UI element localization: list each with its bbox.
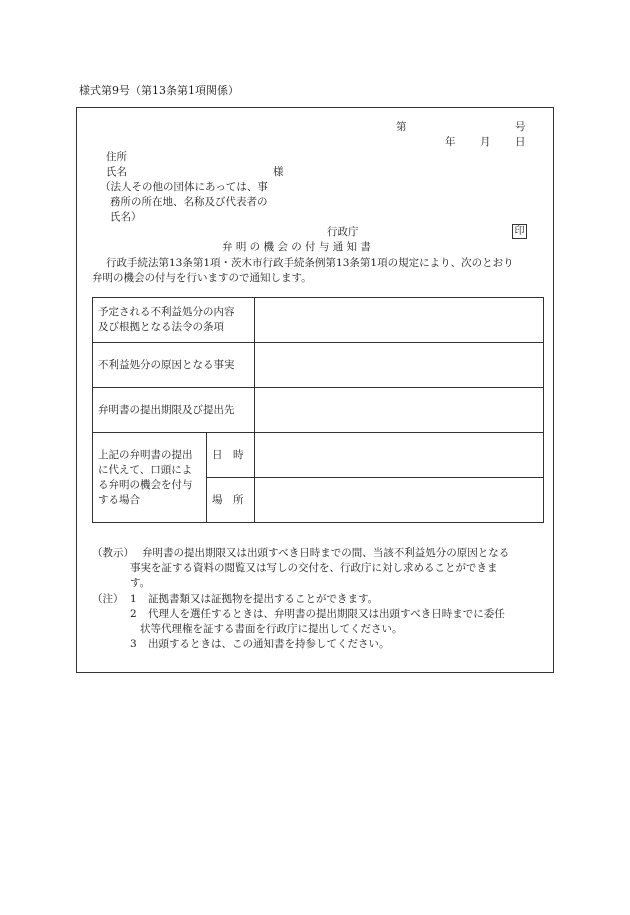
corporate-note-line1: （法人その他の団体にあっては、事 — [100, 181, 268, 193]
note3-text: 出頭するときは、この通知書を持参してください。 — [148, 638, 390, 650]
content-label-line2: 及び根拠となる法令の条項 — [98, 321, 224, 333]
notice-table — [92, 297, 544, 523]
note2-line2: 状等代理権を証する書面を行政庁に提出してください。 — [140, 623, 403, 635]
note1-text: 証拠書類又は証拠物を提出することができます。 — [148, 593, 379, 605]
date-day: 日 — [515, 136, 526, 148]
seal-icon: 印 — [512, 224, 527, 239]
oral-label-line1: 上記の弁明書の提出 — [98, 448, 193, 461]
table-row — [93, 298, 544, 343]
name-label: 氏名 — [106, 166, 127, 178]
place-label-cell: 場 所 — [207, 478, 255, 523]
datetime-value-cell — [255, 433, 544, 478]
doc-number-prefix: 第 — [396, 121, 407, 133]
note2-line1: 代理人を選任するときは、弁明書の提出期限又は出頭すべき日時までに委任 — [148, 608, 505, 620]
corporate-note-line3: 氏名） — [110, 211, 142, 223]
content-label-cell — [93, 298, 255, 343]
teaching-line1: 弁明書の提出期限又は出頭すべき日時までの間、当該不利益処分の原因となる — [142, 547, 510, 559]
teaching-label: （教示） — [92, 547, 134, 559]
content-label-line1: 予定される不利益処分の内容 — [98, 306, 235, 318]
teaching-line2: 事実を証する資料の閲覧又は写しの交付を、行政庁に対し求めることができま — [130, 562, 498, 574]
form-number: 様式第9号（第13条第1項関係） — [79, 84, 239, 97]
date-year: 年 — [445, 136, 456, 148]
intro-line2: 弁明の機会の付与を行いますので通知します。 — [92, 272, 312, 284]
oral-label-line4: する場合 — [98, 493, 140, 506]
corporate-note-line2: 務所の所在地、名称及び代表者の — [110, 196, 268, 208]
fact-label-cell: 不利益処分の原因となる事実 — [93, 343, 255, 388]
teaching-line3: す。 — [130, 577, 151, 589]
note2-number: 2 — [130, 608, 137, 620]
table-row — [93, 388, 544, 433]
deadline-label-cell: 弁明書の提出期限及び提出先 — [93, 388, 255, 433]
document-title: 弁 明 の 機 会 の 付 与 通 知 書 — [222, 241, 371, 253]
date-month: 月 — [480, 136, 491, 148]
issuer-name: 行政庁 — [327, 226, 359, 238]
note1-number: 1 — [130, 593, 137, 605]
table-row — [93, 433, 544, 478]
honorific: 様 — [273, 166, 284, 178]
deadline-value-cell — [255, 388, 544, 433]
fact-value-cell — [255, 343, 544, 388]
table-row — [93, 343, 544, 388]
content-value-cell — [255, 298, 544, 343]
intro-line1: 行政手続法第13条第1項・茨木市行政手続条例第13条第1項の規定により、次のとおり — [106, 257, 514, 269]
oral-hearing-label-cell — [93, 433, 207, 523]
note3-number: 3 — [130, 638, 137, 650]
seal-mark — [512, 224, 527, 239]
doc-number-suffix: 号 — [515, 121, 526, 133]
datetime-label-cell: 日 時 — [207, 433, 255, 478]
notes-label: （注） — [92, 593, 124, 605]
oral-label-line2: に代えて、口頭によ — [98, 463, 193, 476]
place-value-cell — [255, 478, 544, 523]
address-label: 住所 — [106, 151, 127, 163]
oral-label-line3: る弁明の機会を付与 — [98, 478, 193, 491]
